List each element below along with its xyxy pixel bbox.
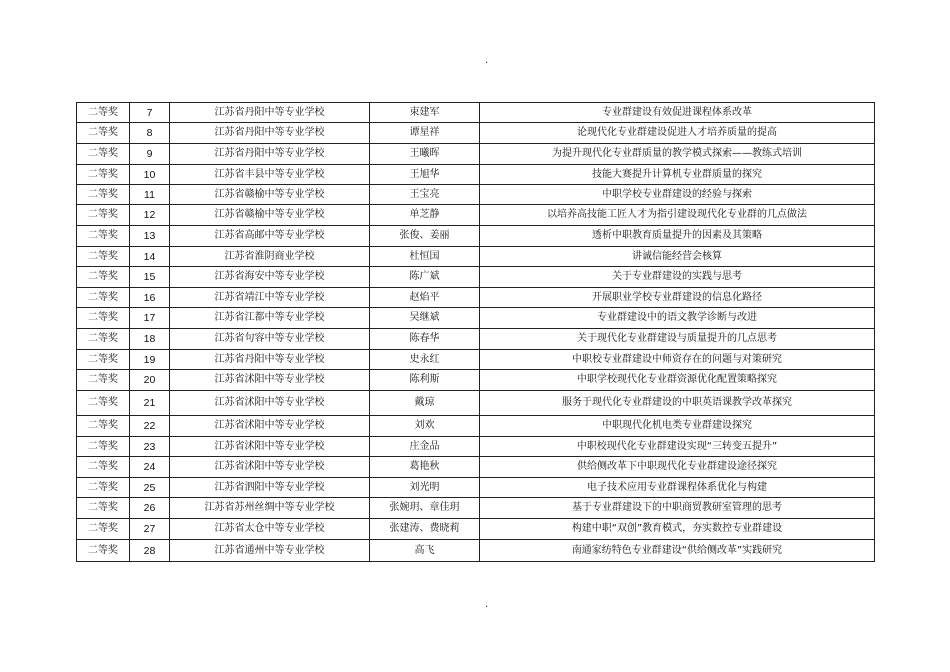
- school-cell: 江苏省苏州丝绸中等专业学校: [170, 498, 370, 519]
- award-cell: 二等奖: [77, 540, 130, 562]
- author-cell: 赵焰平: [370, 288, 480, 308]
- school-cell: 江苏省通州中等专业学校: [170, 540, 370, 562]
- table-row: [77, 519, 875, 540]
- number-cell: 23: [130, 437, 170, 457]
- table-row: [77, 144, 875, 165]
- award-cell: 二等奖: [77, 350, 130, 370]
- title-cell: 构建中职“双创”教育模式，夯实数控专业群建设: [480, 519, 875, 540]
- school-cell: 江苏省句容中等专业学校: [170, 329, 370, 350]
- school-cell: 江苏省泗阳中等专业学校: [170, 478, 370, 498]
- number-cell: 11: [130, 185, 170, 205]
- author-cell: 张建涛、费晓莉: [370, 519, 480, 540]
- table-row: [77, 391, 875, 416]
- table-row: [77, 226, 875, 247]
- school-cell: 江苏省赣榆中等专业学校: [170, 185, 370, 205]
- number-cell: 8: [130, 123, 170, 144]
- school-cell: 江苏省丹阳中等专业学校: [170, 123, 370, 144]
- author-cell: 戴琼: [370, 391, 480, 416]
- award-cell: 二等奖: [77, 457, 130, 478]
- title-cell: 透析中职教育质量提升的因素及其策略: [480, 226, 875, 247]
- author-cell: 王曦晖: [370, 144, 480, 165]
- title-cell: 供给侧改革下中职现代化专业群建设途径探究: [480, 457, 875, 478]
- awards-table: [76, 102, 875, 562]
- table-row: [77, 267, 875, 288]
- author-cell: 庄金品: [370, 437, 480, 457]
- author-cell: 葛艳秋: [370, 457, 480, 478]
- table-row: [77, 416, 875, 437]
- author-cell: 单芝静: [370, 205, 480, 226]
- number-cell: 26: [130, 498, 170, 519]
- author-cell: 陈春华: [370, 329, 480, 350]
- title-cell: 基于专业群建设下的中职商贸教研室管理的思考: [480, 498, 875, 519]
- author-cell: 史永红: [370, 350, 480, 370]
- school-cell: 江苏省丹阳中等专业学校: [170, 144, 370, 165]
- table-row: [77, 185, 875, 205]
- author-cell: 张婉玥、章佳玥: [370, 498, 480, 519]
- award-cell: 二等奖: [77, 519, 130, 540]
- title-cell: 为提升现代化专业群质量的教学模式探索——教练式培训: [480, 144, 875, 165]
- title-cell: 论现代化专业群建设促进人才培养质量的提高: [480, 123, 875, 144]
- table-row: [77, 165, 875, 185]
- award-cell: 二等奖: [77, 185, 130, 205]
- title-cell: 中职校现代化专业群建设实现“三转变五提升”: [480, 437, 875, 457]
- title-cell: 专业群建设有效促进课程体系改革: [480, 103, 875, 123]
- number-cell: 9: [130, 144, 170, 165]
- table-row: [77, 308, 875, 329]
- school-cell: 江苏省赣榆中等专业学校: [170, 205, 370, 226]
- school-cell: 江苏省海安中等专业学校: [170, 267, 370, 288]
- page-marker-bottom: .: [485, 599, 489, 610]
- table-row: [77, 370, 875, 391]
- table-row: [77, 247, 875, 267]
- table-row: [77, 205, 875, 226]
- award-cell: 二等奖: [77, 308, 130, 329]
- author-cell: 王宝亮: [370, 185, 480, 205]
- author-cell: 王旭华: [370, 165, 480, 185]
- table-row: [77, 478, 875, 498]
- table-row: [77, 329, 875, 350]
- school-cell: 江苏省丹阳中等专业学校: [170, 103, 370, 123]
- author-cell: 陈利斯: [370, 370, 480, 391]
- school-cell: 江苏省淮阴商业学校: [170, 247, 370, 267]
- number-cell: 22: [130, 416, 170, 437]
- table-row: [77, 498, 875, 519]
- award-cell: 二等奖: [77, 205, 130, 226]
- table-row: [77, 457, 875, 478]
- number-cell: 16: [130, 288, 170, 308]
- author-cell: 谭星祥: [370, 123, 480, 144]
- award-cell: 二等奖: [77, 437, 130, 457]
- number-cell: 21: [130, 391, 170, 416]
- school-cell: 江苏省沭阳中等专业学校: [170, 416, 370, 437]
- number-cell: 7: [130, 103, 170, 123]
- title-cell: 关于专业群建设的实践与思考: [480, 267, 875, 288]
- number-cell: 10: [130, 165, 170, 185]
- title-cell: 电子技术应用专业群课程体系优化与构建: [480, 478, 875, 498]
- author-cell: 刘光明: [370, 478, 480, 498]
- author-cell: 陈广斌: [370, 267, 480, 288]
- school-cell: 江苏省江都中等专业学校: [170, 308, 370, 329]
- school-cell: 江苏省沭阳中等专业学校: [170, 370, 370, 391]
- number-cell: 12: [130, 205, 170, 226]
- title-cell: 以培养高技能工匠人才为指引建设现代化专业群的几点做法: [480, 205, 875, 226]
- award-cell: 二等奖: [77, 226, 130, 247]
- number-cell: 14: [130, 247, 170, 267]
- title-cell: 中职校专业群建设中师资存在的问题与对策研究: [480, 350, 875, 370]
- author-cell: 束建军: [370, 103, 480, 123]
- award-cell: 二等奖: [77, 267, 130, 288]
- award-cell: 二等奖: [77, 123, 130, 144]
- school-cell: 江苏省沭阳中等专业学校: [170, 437, 370, 457]
- title-cell: 开展职业学校专业群建设的信息化路径: [480, 288, 875, 308]
- award-cell: 二等奖: [77, 288, 130, 308]
- title-cell: 技能大赛提升计算机专业群质量的探究: [480, 165, 875, 185]
- school-cell: 江苏省靖江中等专业学校: [170, 288, 370, 308]
- table-row: [77, 540, 875, 562]
- school-cell: 江苏省太仓中等专业学校: [170, 519, 370, 540]
- title-cell: 南通家纺特色专业群建设“供给侧改革”实践研究: [480, 540, 875, 562]
- author-cell: 吴继斌: [370, 308, 480, 329]
- title-cell: 服务于现代化专业群建设的中职英语课教学改革探究: [480, 391, 875, 416]
- title-cell: 关于现代化专业群建设与质量提升的几点思考: [480, 329, 875, 350]
- number-cell: 25: [130, 478, 170, 498]
- table-row: [77, 437, 875, 457]
- award-cell: 二等奖: [77, 247, 130, 267]
- number-cell: 27: [130, 519, 170, 540]
- school-cell: 江苏省沭阳中等专业学校: [170, 391, 370, 416]
- award-cell: 二等奖: [77, 329, 130, 350]
- award-cell: 二等奖: [77, 165, 130, 185]
- award-cell: 二等奖: [77, 498, 130, 519]
- number-cell: 24: [130, 457, 170, 478]
- author-cell: 刘欢: [370, 416, 480, 437]
- number-cell: 20: [130, 370, 170, 391]
- number-cell: 19: [130, 350, 170, 370]
- number-cell: 17: [130, 308, 170, 329]
- title-cell: 讲诚信能经营会核算: [480, 247, 875, 267]
- awards-table-body: [77, 103, 875, 562]
- school-cell: 江苏省高邮中等专业学校: [170, 226, 370, 247]
- title-cell: 中职学校现代化专业群资源优化配置策略探究: [480, 370, 875, 391]
- author-cell: 杜恒国: [370, 247, 480, 267]
- number-cell: 13: [130, 226, 170, 247]
- author-cell: 高飞: [370, 540, 480, 562]
- school-cell: 江苏省丰县中等专业学校: [170, 165, 370, 185]
- number-cell: 28: [130, 540, 170, 562]
- table-row: [77, 123, 875, 144]
- number-cell: 15: [130, 267, 170, 288]
- award-cell: 二等奖: [77, 478, 130, 498]
- award-cell: 二等奖: [77, 144, 130, 165]
- author-cell: 张俊、姜丽: [370, 226, 480, 247]
- table-row: [77, 350, 875, 370]
- school-cell: 江苏省丹阳中等专业学校: [170, 350, 370, 370]
- title-cell: 中职学校专业群建设的经验与探索: [480, 185, 875, 205]
- award-cell: 二等奖: [77, 391, 130, 416]
- award-cell: 二等奖: [77, 103, 130, 123]
- title-cell: 中职现代化机电类专业群建设探究: [480, 416, 875, 437]
- table-row: [77, 103, 875, 123]
- table-row: [77, 288, 875, 308]
- award-cell: 二等奖: [77, 416, 130, 437]
- number-cell: 18: [130, 329, 170, 350]
- award-cell: 二等奖: [77, 370, 130, 391]
- title-cell: 专业群建设中的语文教学诊断与改进: [480, 308, 875, 329]
- school-cell: 江苏省沭阳中等专业学校: [170, 457, 370, 478]
- page-marker-top: .: [485, 55, 489, 66]
